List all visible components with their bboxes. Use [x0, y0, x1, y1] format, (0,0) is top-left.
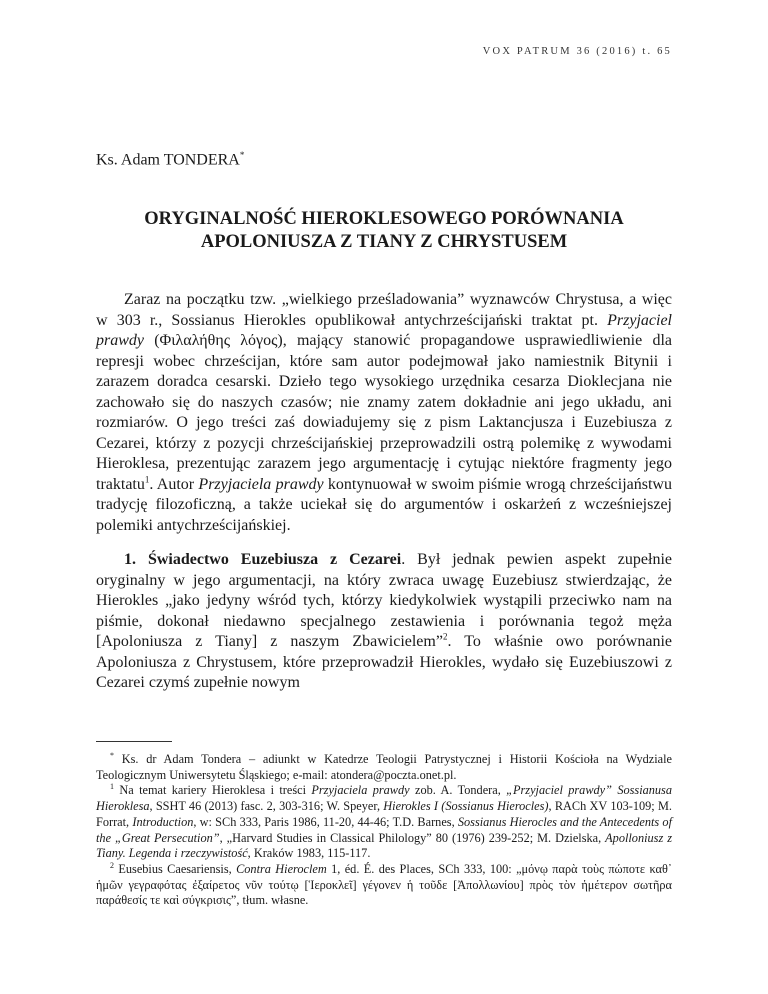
footnote-mark: 2 [110, 860, 114, 870]
paragraph-text: . Autor [149, 475, 199, 493]
title-line-2: APOLONIUSZA Z TIANY Z CHRYSTUSEM [200, 232, 568, 252]
footnote-2 [96, 862, 672, 909]
footnote-italic: „Przyjaciel prawdy” Sossianusa Hieroklesa [96, 783, 672, 814]
footnotes [96, 752, 672, 909]
footnote-text: , SSHT 46 (2013) fasc. 2, 303-316; W. Speyer, [149, 799, 384, 814]
paragraph-text: (Φιλαλήθης λόγος), mający stanowić propagandowe usprawiedliwienie dla represji wobec chrześcijan, które sam autor podejmował jako namiestnik Bitynii i zarazem doradca cesarski. Dzieło tego wysokiego urzędnika cesarza Dioklecjana nie zachowało się do naszych czasów; nie znamy zatem dokładnie ani jego układu, ani rozmiarów. O jego treści zaś dowiadujemy się z pism Laktancjusza i Euzebiusza z Cezarei, którzy z pozycji chrześcijańskiej przeprowadzili ostrą polemikę z wywodami Hieroklesa, prezentując zarazem jego argumentację i cytując niektóre fragmenty jego traktatu [96, 332, 672, 493]
article-title [96, 208, 672, 254]
footnote-text: , „Harvard Studies in Classical Philology” 80 (1976) 239-252; M. Dzielska, [219, 830, 606, 845]
footnote-text: Eusebius Caesariensis, [114, 861, 237, 876]
footnote-italic: Apolloniusz z Tiany. Legenda i rzeczywistość [96, 830, 672, 861]
work-title-italic: Przyjaciel prawdy [96, 311, 672, 349]
footnote-italic: Contra Hieroclem [236, 861, 327, 876]
author-footnote-mark[interactable]: * [239, 150, 245, 160]
footnote-star [96, 752, 672, 783]
footnote-text: 1, éd. É. des Places, SCh 333, 100: „μόνῳ παρὰ τοὺς πώποτε καθ᾽ ἡμῶν γεγραφότας ἐξαίρετος νῦν τούτῳ [Ἱεροκλεῖ] γέγονεν ἡ τοῦδε [Ἀπολλωνίου] πρὸς τὸν ἡμέτερον σωτῆρα παράθεσίς τε καὶ σύγκρισις”, tłum. własne. [96, 861, 672, 908]
title-line-1: ORYGINALNOŚĆ HIEROKLESOWEGO PORÓWNANIA [144, 209, 624, 229]
footnote-mark: 1 [110, 782, 114, 792]
paragraph-text: . To właśnie owo porównanie Apoloniusza z Chrystusem, które przeprowadził Hierokles, wydało się Euzebiuszowi z Cezarei czymś zupełnie nowym [96, 633, 673, 691]
footnote-italic: Introduction [132, 814, 194, 829]
paragraph-intro [96, 290, 672, 536]
paragraph-text: Zaraz na początku tzw. „wielkiego prześladowania” wyznawców Chrystusa, a więc w 303 r., Sossianus Hierokles opublikował antychrześcijański traktat pt. [96, 291, 672, 329]
footnote-text: , w: SCh 333, Paris 1986, 11-20, 44-46; T.D. Barnes, [193, 814, 458, 829]
footnote-1 [96, 783, 672, 862]
footnote-separator [96, 741, 172, 742]
article-body [96, 290, 672, 706]
running-head: VOX PATRUM 36 (2016) t. 65 [482, 46, 672, 57]
footnote-text: zob. A. Tondera, [409, 783, 507, 798]
footnote-text: , RACh XV 103-109; M. Forrat, [96, 799, 672, 829]
footnote-ref-2[interactable]: 2 [442, 631, 448, 642]
author-line [96, 150, 244, 169]
footnote-ref-1[interactable]: 1 [144, 474, 150, 485]
footnote-italic: Sossianus Hierocles and the Antecedents of the „Great Persecution” [96, 814, 672, 845]
footnote-text: , Kraków 1983, 115-117. [247, 846, 371, 861]
paragraph-text: . Był jednak pewien aspekt zupełnie oryginalny w jego argumentacji, na który zwraca uwagę Euzebiusz stwierdzając, że Hierokles „jako jedyny wśród tych, którzy kiedykolwiek wystąpili przeciwko nam na piśmie, dokonał niedawno specjalnego zestawienia i porównania tegoż męża [Apoloniusza z Tiany] z naszym Zbawicielem” [96, 551, 672, 650]
footnote-text: Na temat kariery Hieroklesa i treści [114, 783, 312, 798]
footnote-italic: Hierokles I (Sossianus Hierocles) [383, 799, 549, 814]
work-title-italic: Przyjaciela prawdy [198, 475, 324, 493]
footnote-mark: * [110, 750, 114, 760]
author-name: Ks. Adam TONDERA [96, 151, 240, 169]
paragraph-section-1 [96, 550, 672, 694]
section-heading: 1. Świadectwo Euzebiusza z Cezarei [124, 551, 402, 568]
footnote-text: Ks. dr Adam Tondera – adiunkt w Katedrze Teologii Patrystycznej i Historii Kościoła na Wydziale Teologicznym Uniwersytetu Śląskiego; e-mail: atondera@poczta.onet.pl. [96, 752, 672, 782]
footnote-italic: Przyjaciela prawdy [311, 783, 410, 798]
paragraph-text: kontynuował w swoim piśmie wrogą chrześcijaństwu tradycję filozoficzną, a także uciekał się do argumentów i oskarżeń z wcześniejszej polemiki antychrześcijańskiej. [96, 475, 672, 534]
